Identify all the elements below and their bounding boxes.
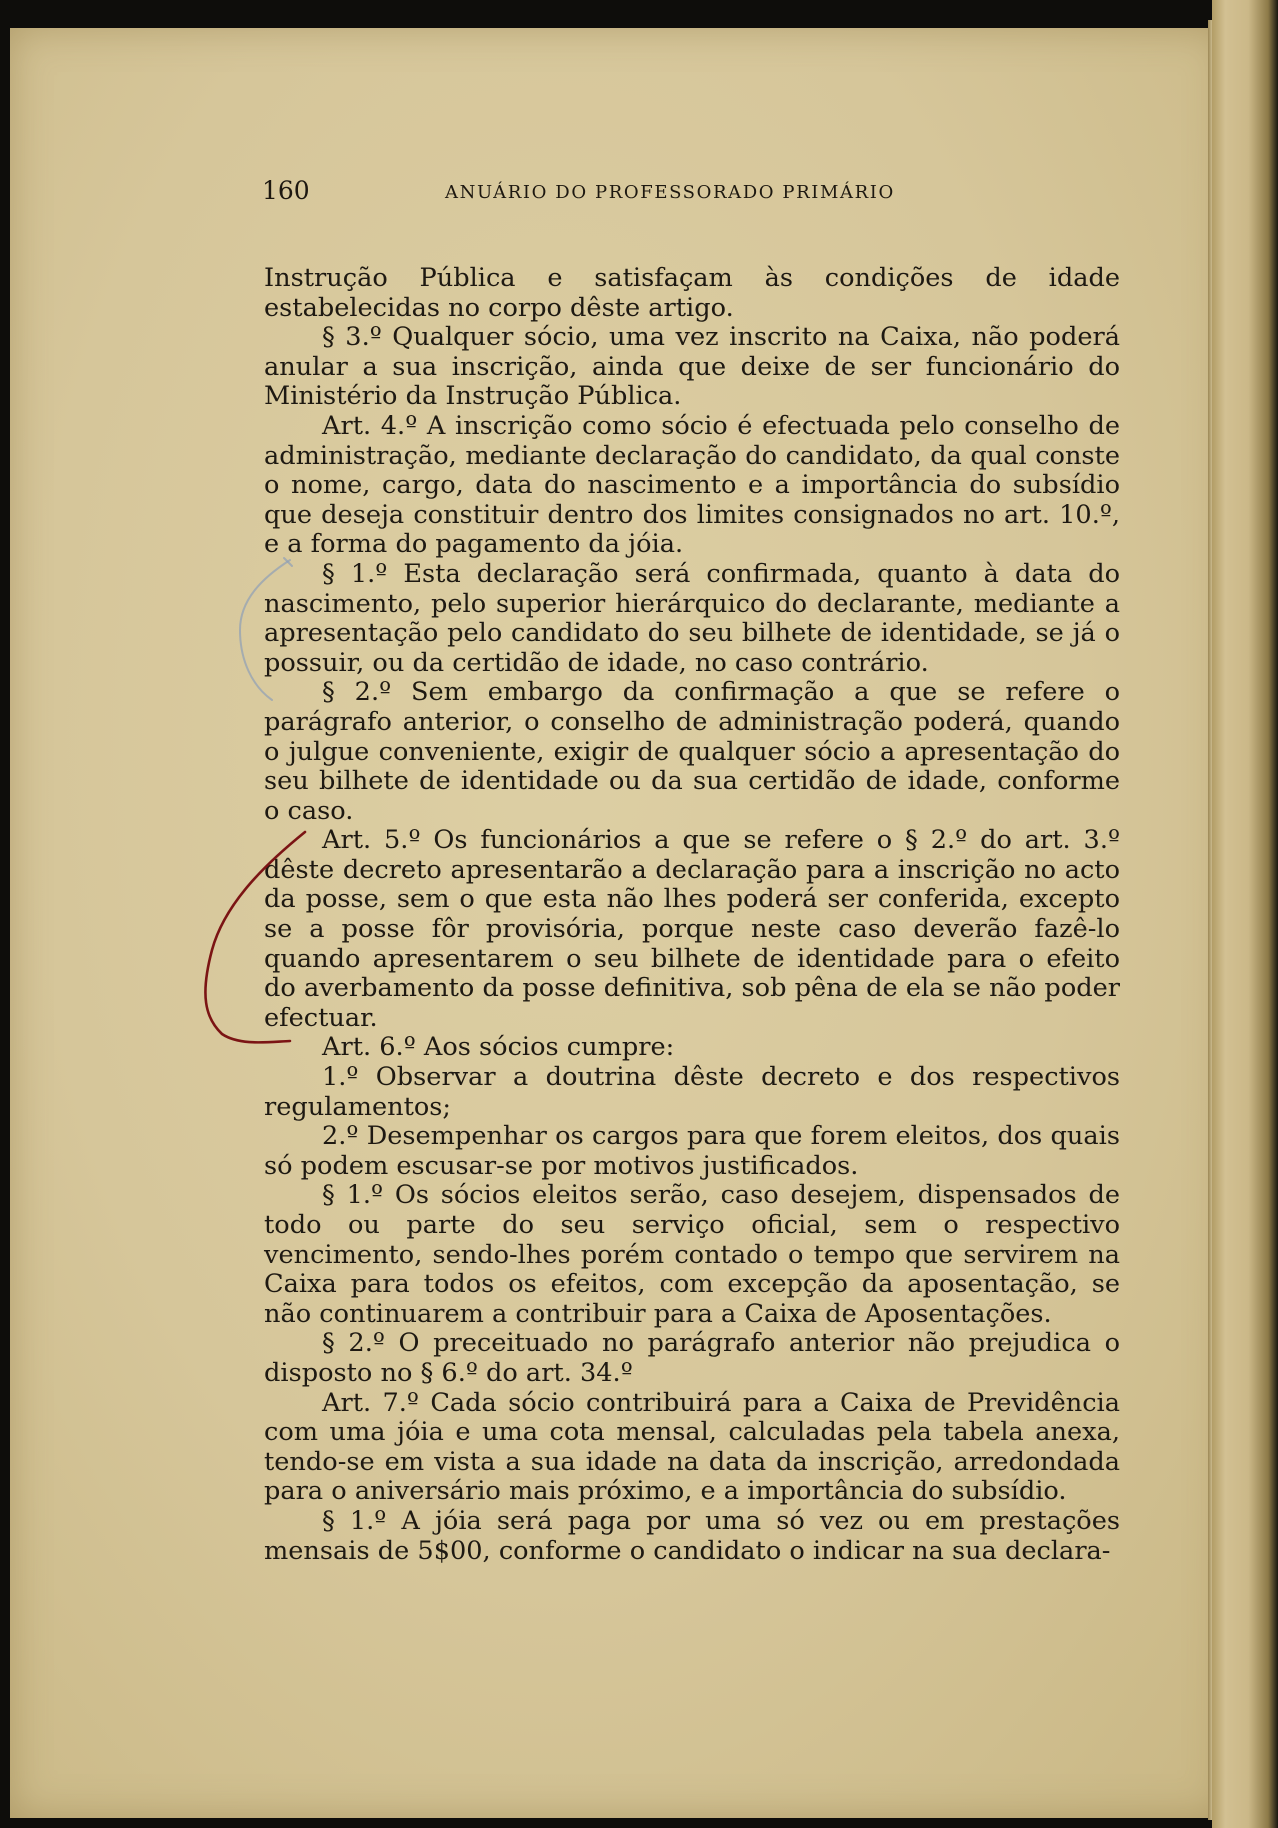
- paragraph-art5: Art. 5.º Os funcionários a que se refere o § 2.º do art. 3.º dêste decreto apresentarão a declaração para a inscrição no acto da posse, sem o que esta não lhes poderá ser conferida, excepto se a posse fôr provisória, porque neste caso deverão fazê-lo quando apresentarem o seu bilhete de identidade para o efeito do averbamento da posse definitiva, sob pêna de ela se não poder efectuar.: [264, 825, 1120, 1033]
- running-title: ANUÁRIO DO PROFESSORADO PRIMÁRIO: [445, 182, 895, 203]
- paragraph-art4: Art. 4.º A inscrição como sócio é efectuada pelo conselho de administração, mediante declaração do candidato, da qual conste o nome, cargo, data do nascimento e a importância do subsídio que deseja constituir dentro dos limites consignados no art. 10.º, e a forma do pagamento da jóia.: [264, 410, 1120, 560]
- paragraph-art6-item2: 2.º Desempenhar os cargos para que forem eleitos, dos quais só podem escusar-se por motivos justificados.: [264, 1121, 1120, 1181]
- paragraph-art7-par1: § 1.º A jóia será paga por uma só vez ou em prestações mensais de 5$00, conforme o candidato o indicar na sua declara-: [264, 1505, 1120, 1566]
- facing-page-edge: [1212, 0, 1278, 1828]
- paragraph-art6-item1: 1.º Observar a doutrina dêste decreto e dos respectivos regulamentos;: [264, 1062, 1120, 1122]
- page-number: 160: [262, 176, 310, 205]
- running-header: [262, 176, 942, 216]
- paragraph-art6: Art. 6.º Aos sócios cumpre:: [322, 1032, 675, 1063]
- paragraph-art4-par2: § 2.º Sem embargo da confirmação a que se refere o parágrafo anterior, o conselho de administração poderá, quando o julgue conveniente, exigir de qualquer sócio a apresentação do seu bilhete de identidade ou da sua certidão de idade, conforme o caso.: [264, 677, 1120, 826]
- paragraph-art3-par3: § 3.º Qualquer sócio, uma vez inscrito na Caixa, não poderá anular a sua inscrição, ainda que deixe de ser funcionário do Ministério da Instrução Pública.: [264, 322, 1120, 412]
- paragraph-art4-par1: § 1.º Esta declaração será confirmada, quanto à data do nascimento, pelo superior hierárquico do declarante, mediante a apresentação pelo candidato do seu bilhete de identidade, se já o possuir, ou da certidão de idade, no caso contrário.: [264, 558, 1120, 678]
- paragraph-art7: Art. 7.º Cada sócio contribuirá para a Caixa de Previdência com uma jóia e uma cota mensal, calculadas pela tabela anexa, tendo-se em vista a sua idade na data da inscrição, arredondada para o aniversário mais próximo, e a importância do subsídio.: [264, 1387, 1120, 1507]
- paragraph-art6-par1: § 1.º Os sócios eleitos serão, caso desejem, dispensados de todo ou parte do seu serviço oficial, sem o respectivo vencimento, sendo-lhes porém contado o tempo que servirem na Caixa para todos os efeitos, com excepção da aposentação, se não continuarem a contribuir para a Caixa de Aposentações.: [264, 1180, 1120, 1329]
- paragraph-art6-par2: § 2.º O preceituado no parágrafo anterior não prejudica o disposto no § 6.º do art. 34.º: [264, 1328, 1120, 1388]
- body-text: [264, 264, 1120, 1566]
- paragraph-art3-continuation: Instrução Pública e satisfaçam às condições de idade estabelecidas no corpo dêste artigo.: [264, 263, 1120, 323]
